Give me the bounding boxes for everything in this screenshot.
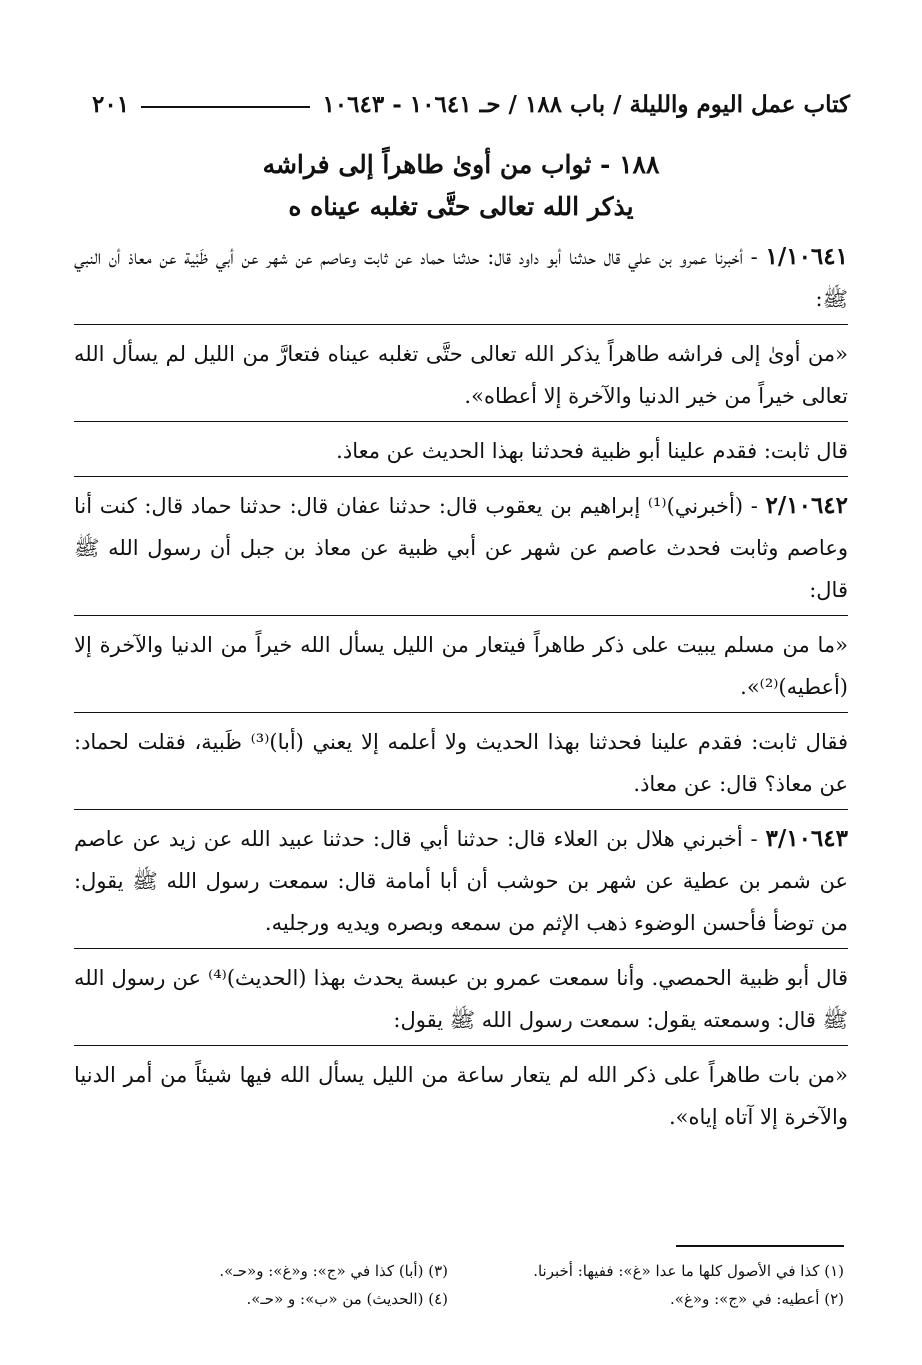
hadith-2-matn: «ما من مسلم يبيت على ذكر طاهراً فيتعار من الليل يسأل الله خيراً من الدنيا والآخرة إلا (أعطيه)⁽²⁾».	[74, 633, 848, 699]
hadith-1-isnad	[74, 236, 848, 320]
separator-rule	[74, 712, 848, 713]
hadith-1-isnad-text: - أخبرنا عمرو بن علي قال حدثنا أبو داود قال: حدثنا حماد عن ثابت وعاصم عن شهر عن أبي ظَبْية عن معاذ أن النبي ﷺ:	[74, 245, 848, 311]
separator-rule	[74, 809, 848, 810]
hadith-3-matn: «من بات طاهراً على ذكر الله لم يتعار ساعة من الليل يسأل الله فيها شيئاً من أمر الدنيا والآخرة إلا آتاه إياه».	[74, 1063, 848, 1129]
hadith-1-number: ١/١٠٦٤١	[765, 243, 848, 270]
hadith-3-comment: قال أبو ظبية الحمصي. وأنا سمعت عمرو بن عبسة يحدث بهذا (الحديث)⁽⁴⁾ عن رسول الله ﷺ قال: وسمعته يقول: سمعت رسول الله ﷺ يقول:	[74, 966, 848, 1032]
hadith-2-comment: فقال ثابت: فقدم علينا فحدثنا بهذا الحديث ولا أعلمه إلا يعني (أبا)⁽³⁾ ظَبية، فقلت لحماد: عن معاذ؟ قال: عن معاذ.	[74, 730, 849, 796]
hadith-3-isnad	[74, 818, 848, 944]
hadith-body	[74, 236, 848, 1148]
hadith-2-isnad-text: - (أخبرني)⁽¹⁾ إبراهيم بن يعقوب قال: حدثنا عفان قال: حدثنا حماد قال: كنت أنا وعاصم وثابت فحدث عاصم عن شهر عن أبي ظبية عن معاذ بن جبل أن رسول الله ﷺ قال:	[74, 494, 848, 602]
chapter-title-line-1: ١٨٨ - ثواب من أوىٰ طاهراً إلى فراشه	[262, 150, 660, 179]
hadith-1-comment: قال ثابت: فقدم علينا أبو ظبية فحدثنا بهذا الحديث عن معاذ.	[336, 439, 848, 463]
hadith-1-matn: «من أوىٰ إلى فراشه طاهراً يذكر الله تعالى حتَّى تغلبه عيناه فتعارَّ من الليل لم يسأل الله تعالى خيراً من خير الدنيا والآخرة إلا أعطاه».	[74, 342, 848, 408]
footnote-2: (٢) أعطيه: في «ج»: و«غ».	[670, 1290, 844, 1308]
separator-rule	[74, 948, 848, 949]
footnotes	[92, 1260, 844, 1310]
separator-rule	[74, 324, 848, 325]
separator-rule	[74, 1045, 848, 1046]
footnote-1: (١) كذا في الأصول كلها ما عدا «غ»: ففيها: أخبرنا.	[533, 1262, 844, 1280]
footnote-4: (٤) (الحديث) من «ب»: و «حـ».	[246, 1290, 448, 1308]
hadith-3-isnad-text: - أخبرني هلال بن العلاء قال: حدثنا أبي قال: حدثنا عبيد الله عن زيد عن عاصم عن شمر بن عطية عن شهر بن حوشب أن أبا أمامة قال: سمعت رسول الله ﷺ يقول: من توضأ فأحسن الوضوء ذهب الإثم من سمعه وبصره ويديه ورجليه.	[74, 827, 848, 935]
separator-rule	[74, 615, 848, 616]
chapter-title-line-2: يذكر الله تعالى حتَّى تغلبه عيناه ه	[288, 192, 634, 221]
hadith-3-number: ٣/١٠٦٤٣	[765, 825, 848, 852]
separator-rule	[74, 476, 848, 477]
page-number: ٢٠١	[92, 90, 130, 118]
running-title: كتاب عمل اليوم والليلة / باب ١٨٨ / حـ ١٠٦٤١ - ١٠٦٤٣	[322, 90, 850, 118]
footnote-3: (٣) (أبا) كذا في «ج»: و«غ»: و«حـ».	[219, 1262, 448, 1280]
footnote-rule	[676, 1245, 844, 1247]
hadith-2-number: ٢/١٠٦٤٢	[765, 492, 849, 519]
running-header	[92, 86, 850, 122]
hadith-2-isnad	[74, 485, 848, 611]
separator-rule	[74, 421, 848, 422]
header-rule	[141, 106, 310, 108]
